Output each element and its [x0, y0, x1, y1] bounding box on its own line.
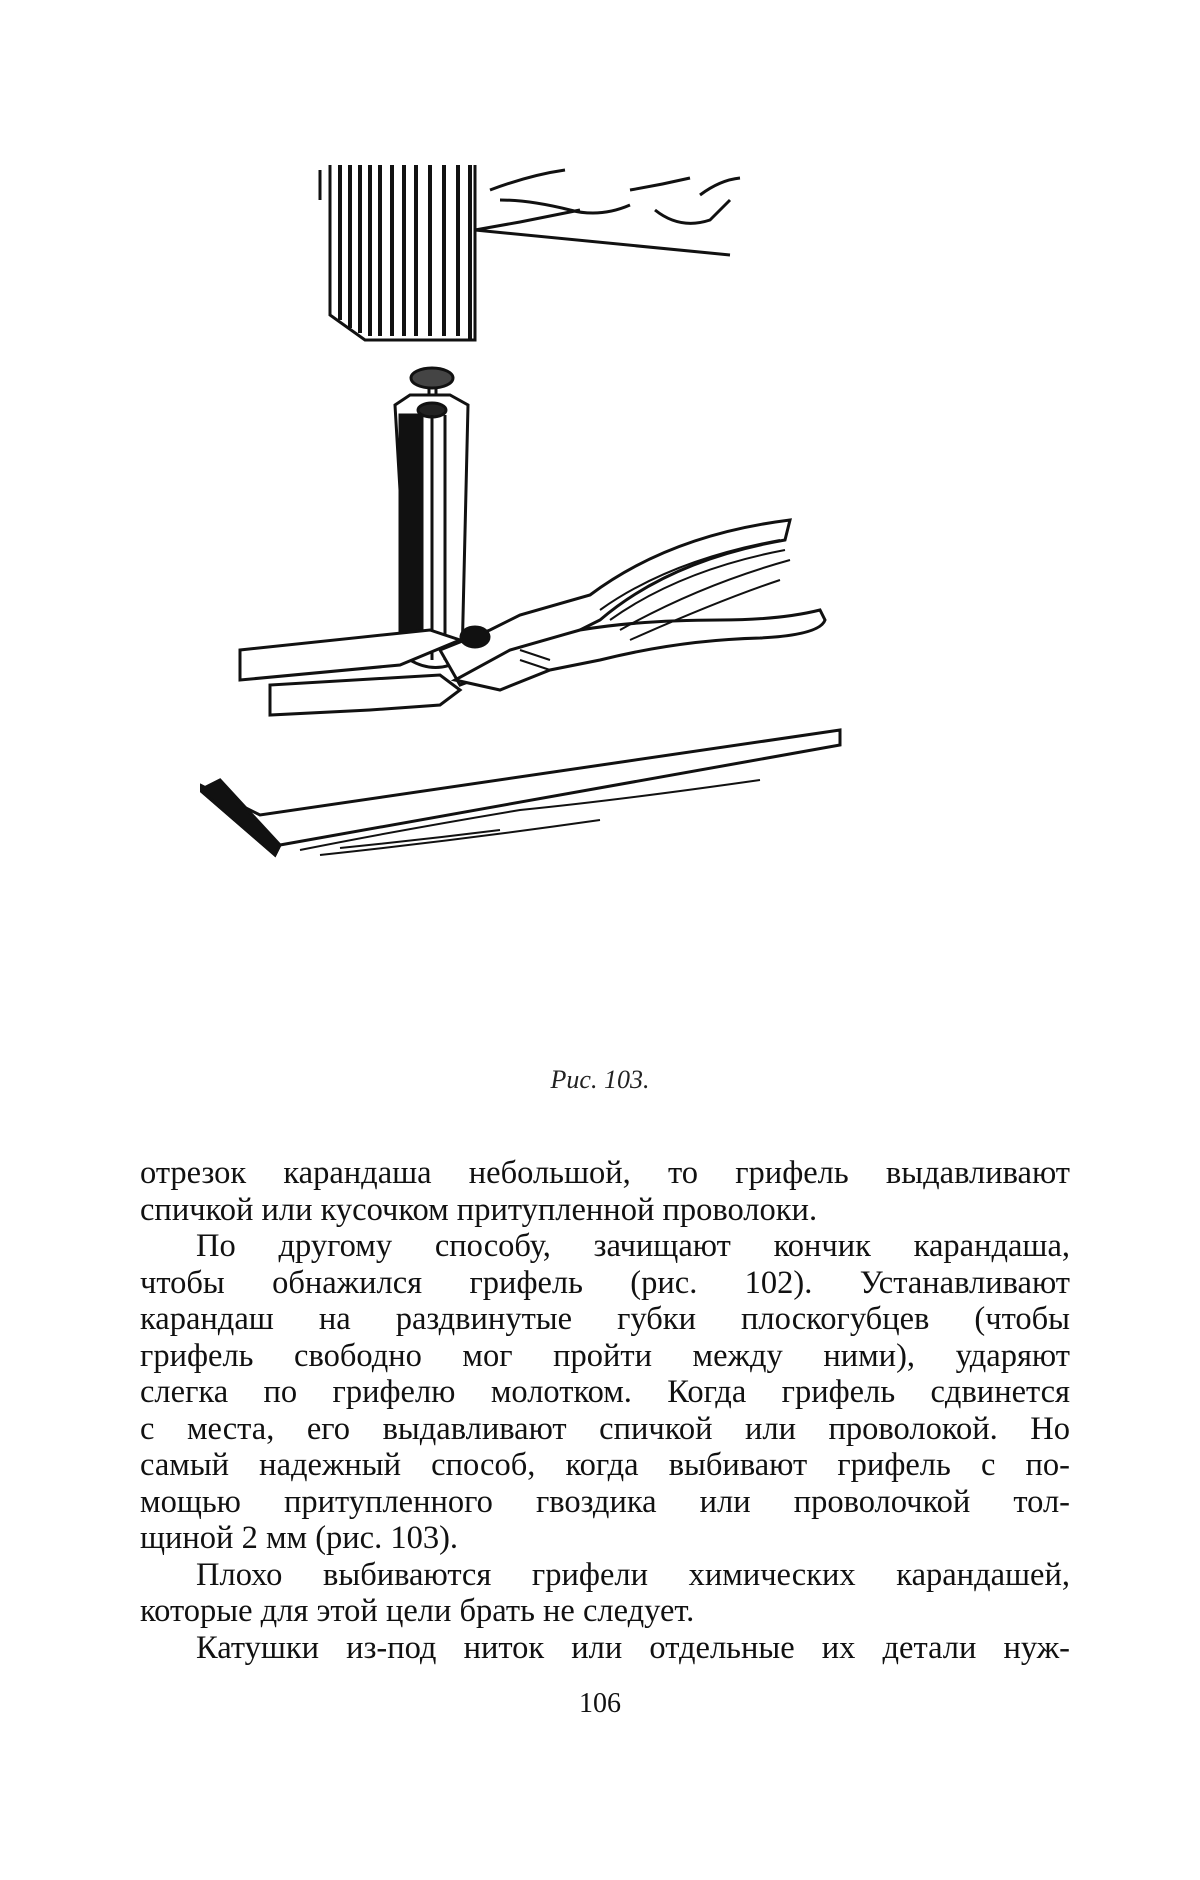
pencil-icon: [395, 395, 468, 668]
text-line: Плохо выбиваются грифели химических карандашей,: [196, 1556, 1070, 1593]
board-icon: [200, 730, 840, 855]
text-line: которые для этой цели брать не следует.: [140, 1593, 695, 1629]
text-line: мощью притупленного гвоздика или проволочкой тол-: [140, 1483, 1070, 1520]
text-line: Катушки из-под ниток или отдельные их детали нуж-: [196, 1629, 1070, 1666]
text-line: слегка по грифелю молотком. Когда грифель сдвинется: [140, 1374, 1070, 1410]
page-number: 106: [579, 1688, 621, 1719]
text-line: отрезок карандаша небольшой, то грифель выдавливают: [140, 1155, 1070, 1191]
figure-caption: Рис. 103.: [550, 1065, 650, 1094]
text-line: грифель свободно мог пройти между ними), ударяют: [140, 1337, 1070, 1374]
hammer-icon: [320, 165, 740, 340]
text-line: щиной 2 мм (рис. 103).: [140, 1520, 459, 1556]
pliers-icon: [240, 520, 825, 715]
body-text: [140, 1155, 1070, 1666]
text-line: чтобы обнажился грифель (рис. 102). Устанавливают: [140, 1264, 1070, 1301]
text-line: спичкой или кусочком притупленной проволоки.: [140, 1191, 818, 1228]
text-line: с места, его выдавливают спичкой или проволокой. Но: [140, 1410, 1070, 1447]
text-line: карандаш на раздвинутые губки плоскогубцев (чтобы: [140, 1301, 1070, 1337]
figure-illustration: [200, 140, 1020, 1040]
text-line: самый надежный способ, когда выбивают грифель с по-: [140, 1447, 1070, 1483]
text-line: По другому способу, зачищают кончик карандаша,: [196, 1228, 1070, 1264]
